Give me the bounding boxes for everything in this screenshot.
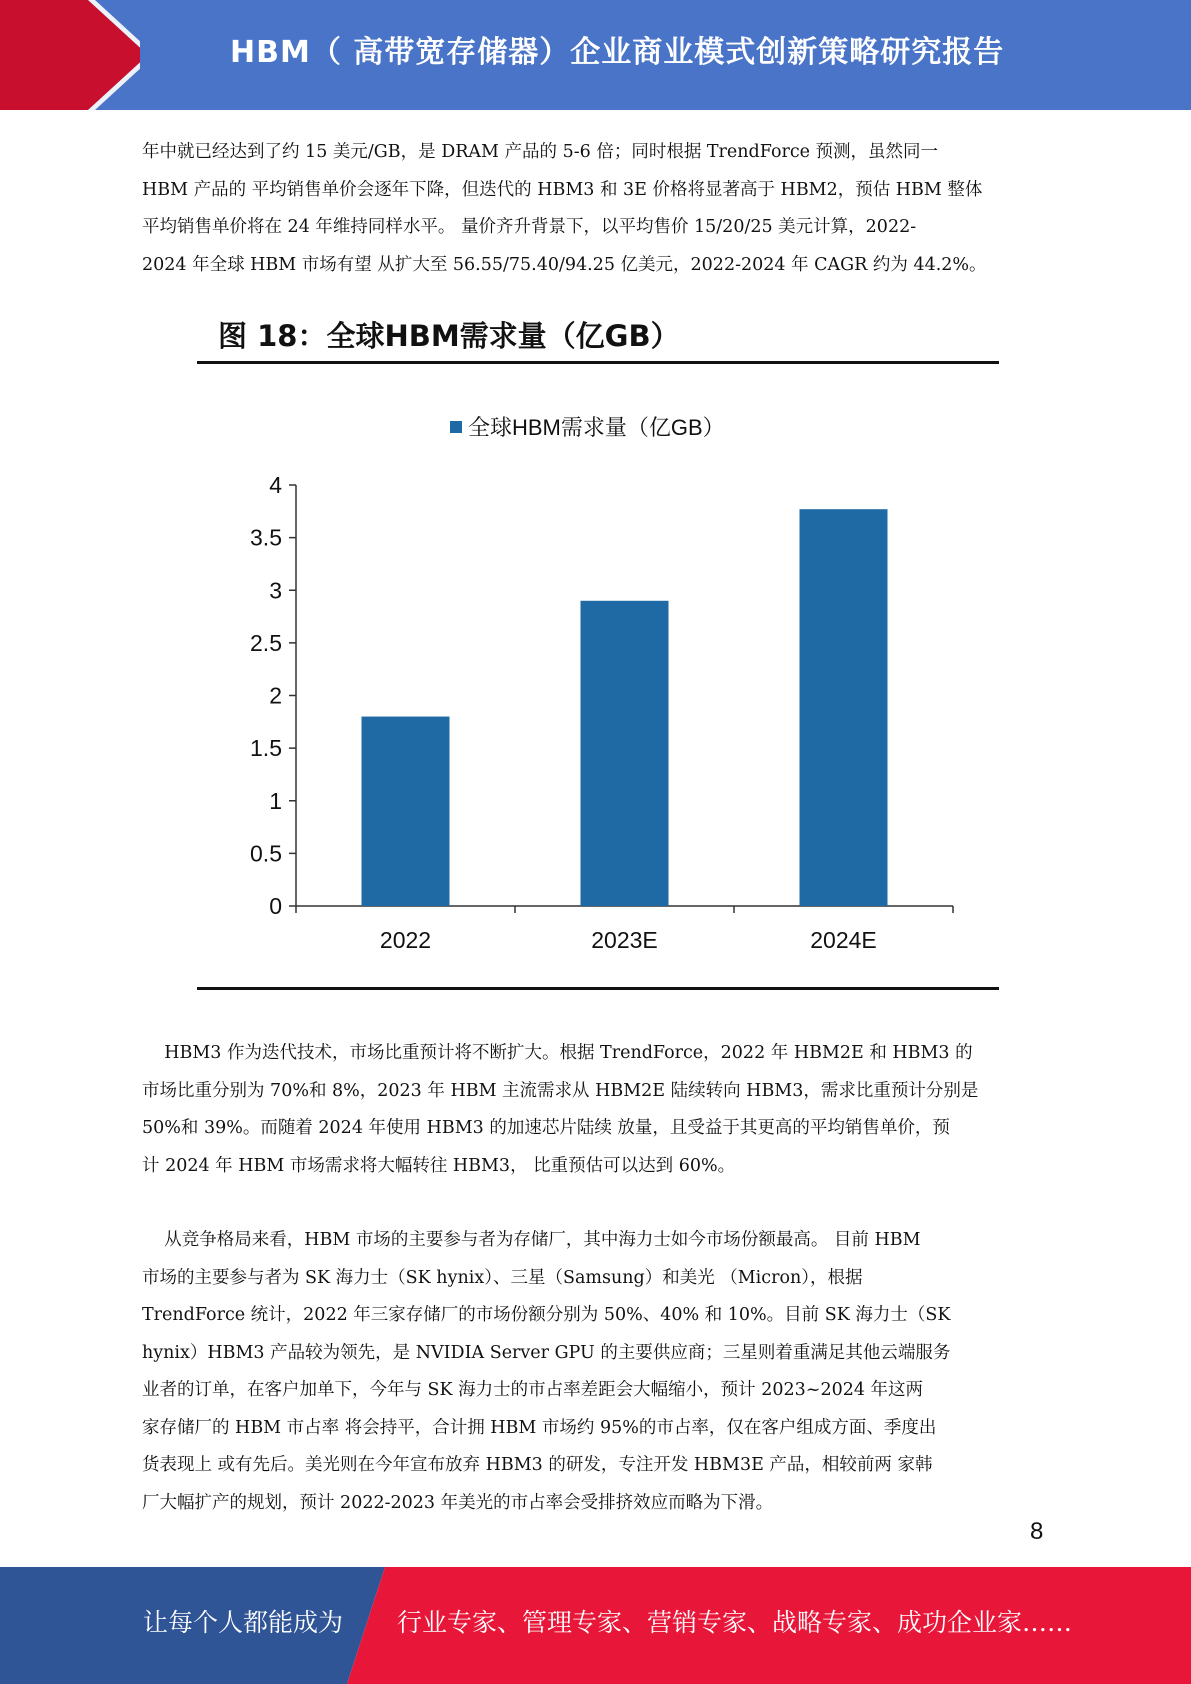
x-tick-label: 2023E	[591, 927, 658, 953]
text-line: 货表现上 或有先后。美光则在今年宣布放弃 HBM3 的研发，专注开发 HBM3E 产品，相较前两 家韩	[142, 1455, 933, 1475]
bar-2024E	[800, 509, 888, 906]
legend-label: 全球HBM需求量（亿GB）	[468, 415, 725, 440]
figure-title: 图 18：全球HBM需求量（亿GB）	[218, 319, 680, 353]
chart-y-ticks	[250, 472, 296, 919]
text-line: 市场的主要参与者为 SK 海力士（SK hynix）、三星（Samsung）和美光 （Micron），根据	[142, 1267, 863, 1288]
text-line: 厂大幅扩产的规划，预计 2022-2023 年美光的市占率会受排挤效应而略为下滑。	[142, 1492, 774, 1513]
figure-bottom-rule	[197, 987, 999, 990]
text-line: HBM 产品的 平均销售单价会逐年下降，但迭代的 HBM3 和 3E 价格将显著高于 HBM2，预估 HBM 整体	[142, 179, 983, 200]
text-line: 家存储厂的 HBM 市占率 将会持平，合计拥 HBM 市场约 95%的市占率，仅在客户组成方面、季度出	[142, 1417, 937, 1438]
hbm-demand-bar-chart	[197, 380, 999, 980]
paragraph-competition	[142, 1222, 1052, 1522]
page-header	[0, 0, 1191, 110]
text-line: 从竞争格局来看，HBM 市场的主要参与者为存储厂，其中海力士如今市场份额最高。 目前 HBM	[142, 1230, 921, 1250]
text-line: 2024 年全球 HBM 市场有望 从扩大至 56.55/75.40/94.25 亿美元，2022-2024 年 CAGR 约为 44.2%。	[142, 254, 987, 275]
y-tick-label: 1	[269, 787, 282, 814]
footer-slogan-right: 行业专家、管理专家、营销专家、战略专家、成功企业家……	[397, 1608, 1073, 1637]
y-tick-label: 0.5	[250, 840, 282, 867]
text-line: 市场比重分别为 70%和 8%，2023 年 HBM 主流需求从 HBM2E 陆续转向 HBM3，需求比重预计分别是	[142, 1080, 979, 1101]
x-tick-label: 2022	[379, 927, 432, 953]
chart-x-ticks	[296, 906, 953, 953]
text-line: HBM3 作为迭代技术，市场比重预计将不断扩大。根据 TrendForce，2022 年 HBM2E 和 HBM3 的	[142, 1043, 973, 1063]
page-number: 8	[1030, 1518, 1044, 1545]
y-tick-label: 3	[269, 577, 282, 604]
text-line: 业者的订单，在客户加单下，今年与 SK 海力士的市占率差距会大幅缩小，预计 2023~2024 年这两	[142, 1380, 924, 1400]
y-tick-label: 2	[269, 682, 282, 709]
text-line: 计 2024 年 HBM 市场需求将大幅转往 HBM3， 比重预估可以达到 60%。	[142, 1155, 736, 1176]
header-title: HBM（ 高带宽存储器）企业商业模式创新策略研究报告	[230, 35, 1005, 70]
chart-bars	[362, 509, 888, 906]
paragraph-market-size	[142, 134, 1052, 284]
y-tick-label: 0	[269, 893, 282, 919]
legend-swatch	[450, 421, 462, 433]
x-tick-label: 2024E	[810, 927, 877, 953]
y-tick-label: 3.5	[250, 524, 282, 551]
y-tick-label: 4	[269, 472, 282, 498]
y-tick-label: 1.5	[250, 735, 282, 762]
text-line: 平均销售单价将在 24 年维持同样水平。 量价齐升背景下，以平均售价 15/20/25 美元计算，2022-	[142, 217, 917, 237]
chart-legend	[450, 415, 725, 440]
figure-top-rule	[197, 361, 999, 364]
paragraph-hbm3-share	[142, 1035, 1052, 1185]
page-footer	[0, 1567, 1191, 1684]
text-line: 年中就已经达到了约 15 美元/GB，是 DRAM 产品的 5-6 倍；同时根据 TrendForce 预测，虽然同一	[142, 142, 939, 162]
text-line: 50%和 39%。而随着 2024 年使用 HBM3 的加速芯片陆续 放量，且受益于其更高的平均销售单价，预	[142, 1118, 950, 1138]
header-arrow-decoration	[0, 0, 140, 110]
text-line: TrendForce 统计，2022 年三家存储厂的市场份额分别为 50%、40% 和 10%。目前 SK 海力士（SK	[142, 1305, 951, 1325]
bar-2022	[362, 717, 450, 906]
footer-slogan-left: 让每个人都能成为	[143, 1608, 344, 1637]
bar-2023E	[581, 601, 669, 906]
text-line: hynix）HBM3 产品较为领先，是 NVIDIA Server GPU 的主要供应商；三星则着重满足其他云端服务	[142, 1342, 951, 1363]
y-tick-label: 2.5	[250, 629, 282, 656]
